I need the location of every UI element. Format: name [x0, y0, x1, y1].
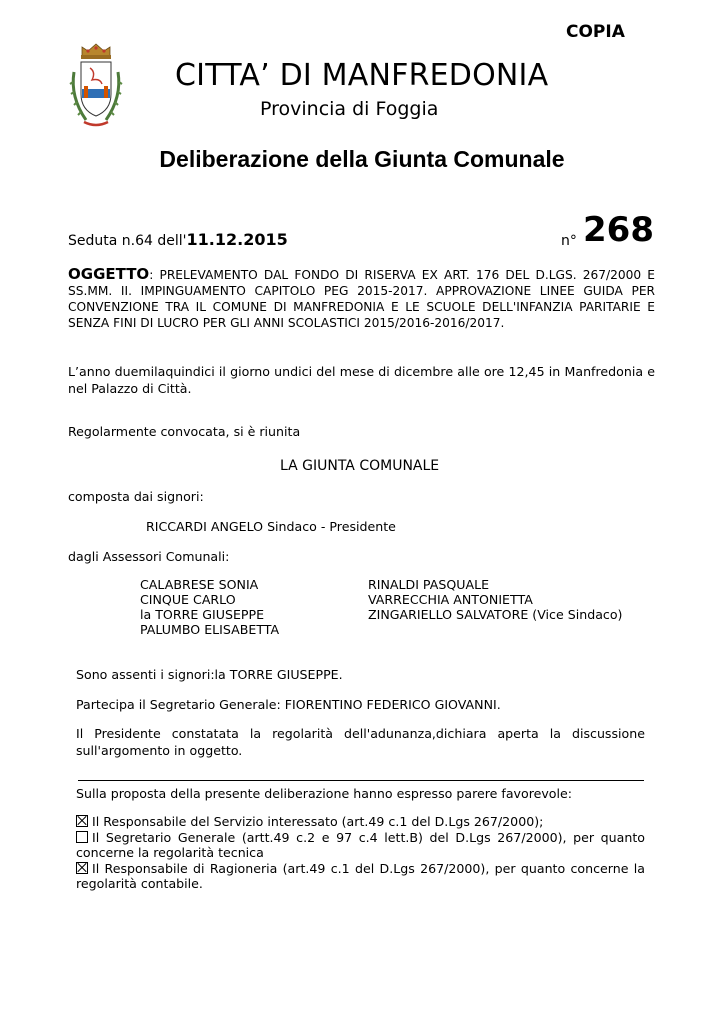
checked-box-icon [76, 815, 88, 827]
proposta-line: Sulla proposta della presente deliberazione hanno espresso parere favorevole: [76, 786, 572, 801]
session-date: 11.12.2015 [186, 230, 288, 249]
parere-text: Il Responsabile di Ragioneria (art.49 c.1 del D.Lgs 267/2000), per quanto concerne la regolarità contabile. [76, 860, 645, 891]
empty-box-icon [76, 831, 88, 843]
assessore-name: la TORRE GIUSEPPE [140, 607, 265, 622]
parere-item [76, 814, 645, 830]
assessore-name: CALABRESE SONIA [140, 577, 259, 592]
number-label: n° [561, 233, 577, 249]
city-coat-of-arms-icon [68, 42, 124, 132]
province-name: Provincia di Foggia [260, 98, 439, 120]
deliberation-number: 268 [583, 210, 654, 250]
giunta-heading: LA GIUNTA COMUNALE [280, 458, 440, 474]
convocata-text: Regolarmente convocata, si è riunita [68, 424, 301, 439]
parere-text: Il Segretario Generale (artt.49 c.2 e 97 c.4 lett.B) del D.Lgs 267/2000), per quanto concerne la regolarità tecnica [76, 829, 645, 860]
assessore-name: RINALDI PASQUALE [368, 577, 490, 592]
session-info [68, 230, 288, 249]
oggetto-text: : PRELEVAMENTO DAL FONDO DI RISERVA EX ART. 176 DEL D.LGS. 267/2000 E SS.MM. II. IMPINGUAMENTO CAPITOLO PEG 2015-2017. APPROVAZIONE LINEE GUIDA PER CONVENZIONE TRA IL COMUNE DI MANFREDONIA E LE SCUOLE DELL'INFANZIA PARITARIE E SENZA FINI DI LUCRO PER GLI ANNI SCOLASTICI 2015/2016-2016/2017. [68, 268, 655, 330]
parere-item [76, 830, 645, 861]
oggetto-label: OGGETTO [68, 265, 150, 283]
assessore-name: CINQUE CARLO [140, 592, 236, 607]
parere-text: Il Responsabile del Servizio interessato (art.49 c.1 del D.Lgs 267/2000); [92, 814, 544, 829]
assessore-name: ZINGARIELLO SALVATORE (Vice Sindaco) [368, 607, 623, 622]
presidente-paragraph: Il Presidente constatata la regolarità dell'adunanza,dichiara aperta la discussione sull'argomento in oggetto. [76, 726, 645, 758]
session-prefix: Seduta n.64 dell' [68, 233, 187, 249]
sindaco-line: RICCARDI ANGELO Sindaco - Presidente [146, 519, 396, 534]
pareri-list [76, 814, 645, 892]
parere-item [76, 861, 645, 892]
assessori-left-column [140, 577, 279, 637]
assessore-name: VARRECCHIA ANTONIETTA [368, 592, 533, 607]
document-title: Deliberazione della Giunta Comunale [159, 146, 565, 172]
oggetto-block [68, 266, 655, 331]
assessori-label: dagli Assessori Comunali: [68, 549, 230, 564]
segretario-line: Partecipa il Segretario Generale: FIORENTINO FEDERICO GIOVANNI. [76, 697, 501, 712]
city-name: CITTA’ DI MANFREDONIA [175, 58, 549, 93]
assenti-line: Sono assenti i signori:la TORRE GIUSEPPE. [76, 667, 343, 682]
copia-label: COPIA [566, 22, 625, 42]
assessore-name: PALUMBO ELISABETTA [140, 622, 280, 637]
separator-line [78, 780, 644, 781]
checked-box-icon [76, 862, 88, 874]
composta-text: composta dai signori: [68, 489, 204, 504]
assessori-right-column [368, 577, 622, 622]
intro-paragraph: L’anno duemilaquindici il giorno undici del mese di dicembre alle ore 12,45 in Manfredonia e nel Palazzo di Città. [68, 364, 655, 396]
